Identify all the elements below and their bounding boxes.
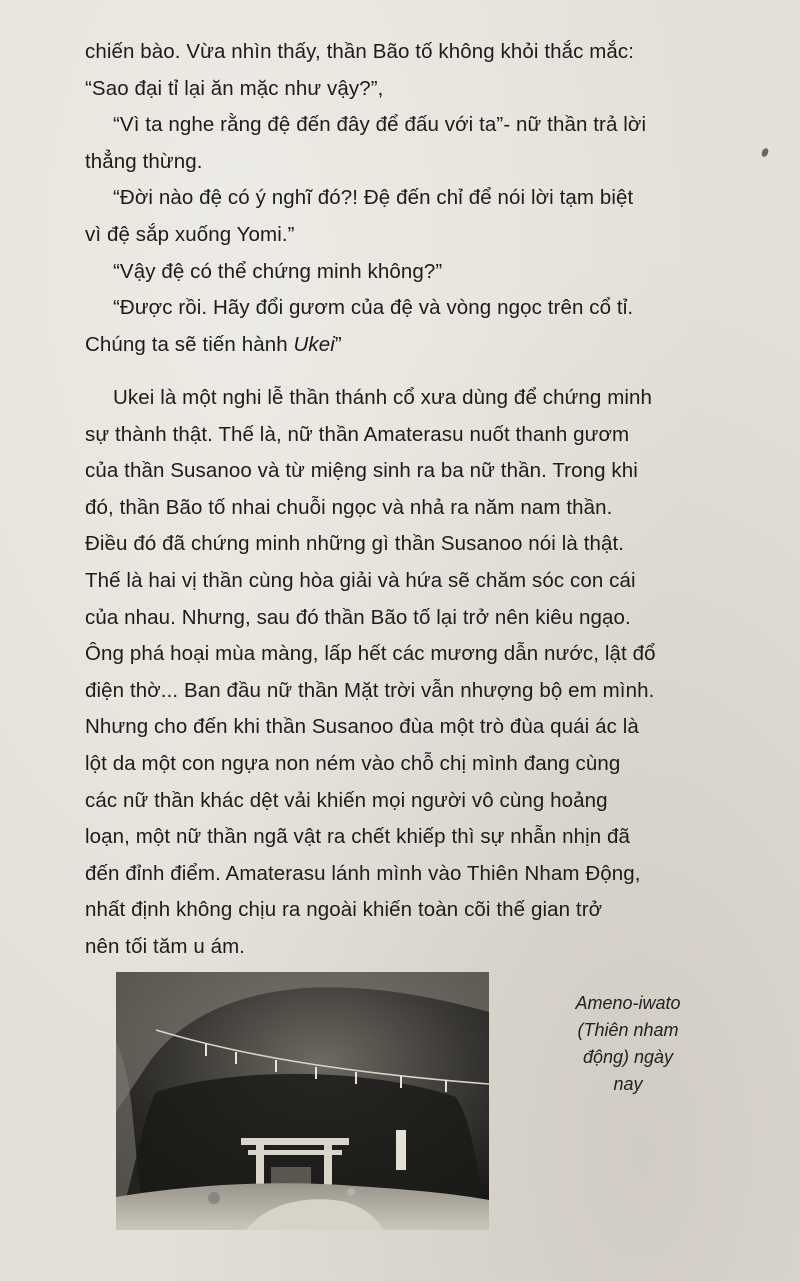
photo-caption bbox=[548, 990, 708, 1098]
dialogue-text: Chúng ta sẽ tiến hành bbox=[85, 332, 294, 356]
dialogue-line: vì đệ sắp xuống Yomi.” bbox=[85, 222, 295, 246]
narrative-line: Thế là hai vị thần cùng hòa giải và hứa sẽ chăm sóc con cái bbox=[85, 568, 636, 592]
caption-line: động) ngày bbox=[582, 1047, 674, 1067]
narrative-line: Ukei là một nghi lễ thần thánh cổ xưa dùng để chứng minh bbox=[113, 386, 653, 409]
ukei-term: Ukei bbox=[293, 332, 335, 356]
dialogue-line: chiến bào. Vừa nhìn thấy, thần Bão tố không khỏi thắc mắc: bbox=[85, 40, 635, 63]
caption-line: nay bbox=[613, 1074, 643, 1094]
dialogue-line bbox=[85, 327, 735, 364]
narrative-line: Nhưng cho đến khi thần Susanoo đùa một trò đùa quái ác là bbox=[85, 715, 639, 739]
dialogue-line: “Đời nào đệ có ý nghĩ đó?! Đệ đến chỉ để nói lời tạm biệt bbox=[113, 186, 634, 210]
dialogue-line: “Được rồi. Hãy đổi gươm của đệ và vòng ngọc trên cổ tỉ. bbox=[113, 296, 634, 320]
caption-line: Ameno-iwato bbox=[575, 993, 681, 1013]
narrative-line: sự thành thật. Thế là, nữ thần Amaterasu nuốt thanh gươm bbox=[85, 422, 630, 446]
narrative-paragraph bbox=[85, 380, 735, 966]
narrative-line: lột da một con ngựa non ném vào chỗ chị mình đang cùng bbox=[85, 751, 621, 775]
narrative-line: nên tối tăm u ám. bbox=[85, 934, 246, 958]
narrative-line: đến đỉnh điểm. Amaterasu lánh mình vào Thiên Nham Động, bbox=[85, 861, 641, 885]
ink-speck bbox=[760, 147, 769, 158]
narrative-line: đó, thần Bão tố nhai chuỗi ngọc và nhả ra năm nam thần. bbox=[85, 495, 613, 519]
narrative-line: Điều đó đã chứng minh những gì thần Susanoo nói là thật. bbox=[85, 532, 625, 556]
dialogue-line: “Vậy đệ có thể chứng minh không?” bbox=[113, 259, 443, 283]
dialogue-line: “Vì ta nghe rằng đệ đến đây để đấu với ta”- nữ thần trả lời bbox=[113, 113, 647, 137]
narrative-line: loạn, một nữ thần ngã vật ra chết khiếp thì sự nhẫn nhịn đã bbox=[85, 825, 631, 849]
narrative-line: nhất định không chịu ra ngoài khiến toàn cõi thế gian trở bbox=[85, 898, 603, 922]
dialogue-line: “Sao đại tỉ lại ăn mặc như vậy?”, bbox=[85, 76, 384, 100]
cave-photo-illustration bbox=[116, 972, 489, 1230]
cave-shrine-photo bbox=[116, 972, 489, 1230]
dialogue-section bbox=[85, 34, 735, 363]
caption-line: (Thiên nham bbox=[577, 1020, 679, 1040]
narrative-line: Ông phá hoại mùa màng, lấp hết các mương dẫn nước, lật đổ bbox=[85, 642, 656, 666]
closing-quote: ” bbox=[334, 332, 342, 356]
narrative-line: các nữ thần khác dệt vải khiến mọi người vô cùng hoảng bbox=[85, 788, 608, 812]
narrative-line: điện thờ... Ban đầu nữ thần Mặt trời vẫn nhượng bộ em mình. bbox=[85, 678, 655, 702]
narrative-line: của thần Susanoo và từ miệng sinh ra ba nữ thần. Trong khi bbox=[85, 459, 638, 483]
dialogue-line: thẳng thừng. bbox=[85, 149, 203, 173]
narrative-line: của nhau. Nhưng, sau đó thần Bão tố lại trở nên kiêu ngạo. bbox=[85, 605, 631, 629]
